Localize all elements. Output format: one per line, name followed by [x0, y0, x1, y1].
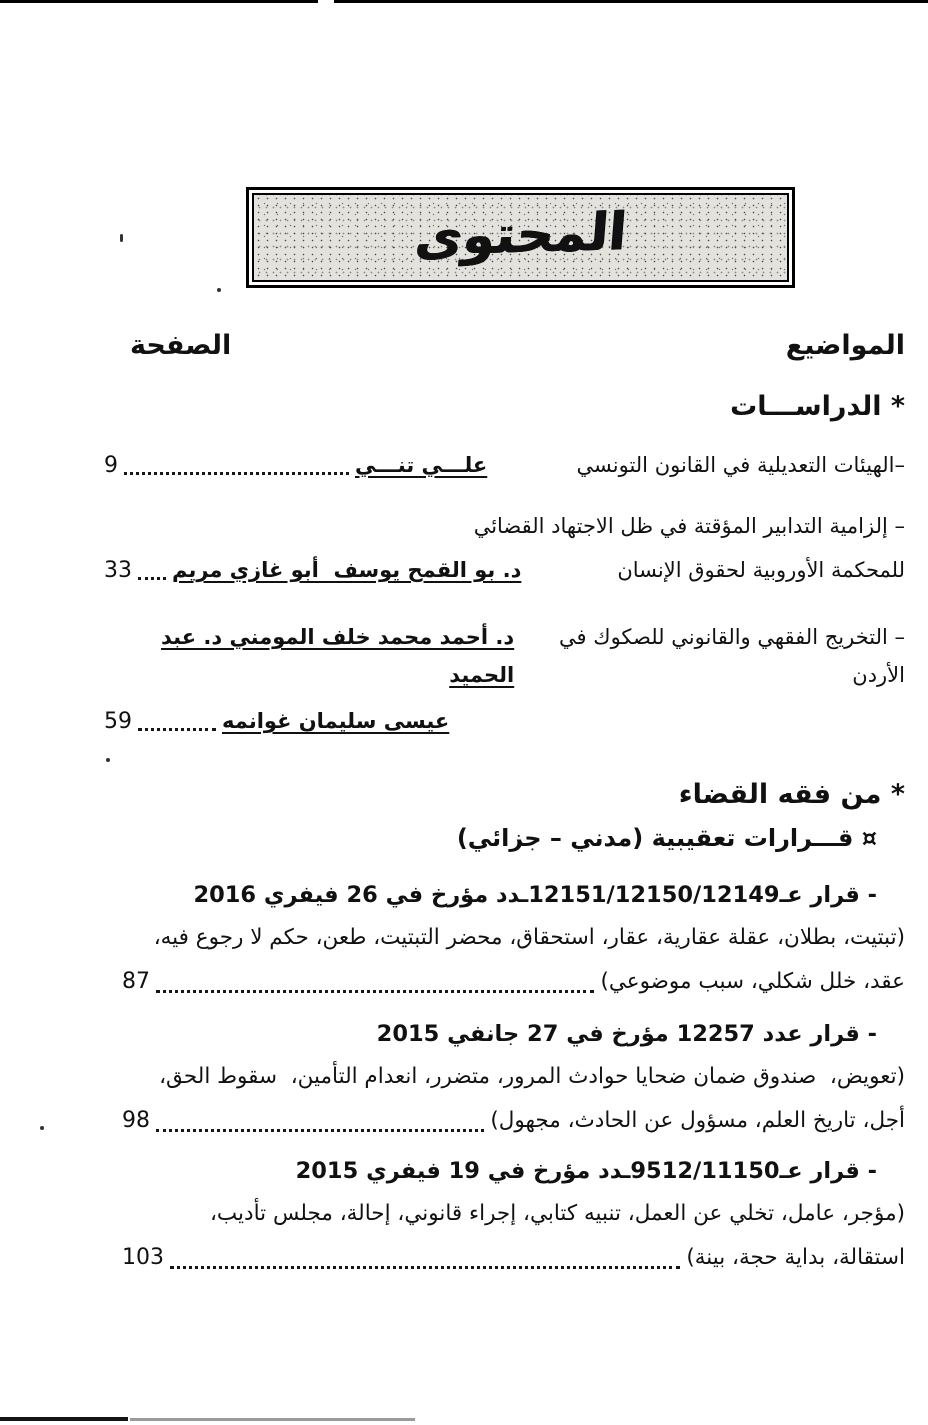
decision-keywords-continued [104, 1237, 905, 1279]
entry-author: د. أحمد محمد خلف المومني د. عبد الحميد [161, 625, 515, 687]
column-header-page: الصفحة [130, 330, 232, 361]
entry-title: للمحكمة الأوروبية لحقوق الإنسان [617, 558, 905, 582]
dot-leader [156, 1129, 484, 1132]
toc-entry [104, 618, 905, 694]
toc-title-box [246, 187, 795, 288]
entry-page-number: 33 [104, 558, 132, 583]
decision-keywords: (تعويض، صندوق ضمان ضحايا حوادث المرور، متضرر، انعدام التأمين، سقوط الحق، [159, 1064, 905, 1089]
entry-author: علـــي تنـــي [355, 453, 488, 477]
section-heading-case-law: * من فقه القضاء [678, 779, 905, 810]
entry-title: – إلزامية التدابير المؤقتة في ظل الاجتهاد القضائي [473, 514, 905, 538]
entry-page-number: 103 [122, 1245, 164, 1270]
decision-keywords: عقد، خلل شكلي، سبب موضوعي) [600, 969, 905, 994]
dot-leader [170, 1266, 680, 1269]
subsection-heading-cassation-decisions: ¤ قـــرارات تعقيبية (مدني – جزائي) [456, 824, 877, 852]
entry-page-number: 9 [104, 453, 118, 478]
decision-ref: - قرار عدد 12257 مؤرخ في 27 جانفي 2015 [376, 1021, 877, 1047]
entry-page-number: 59 [104, 709, 132, 734]
column-headers [104, 330, 905, 361]
entry-page-number: 98 [122, 1108, 150, 1133]
decision-keywords: (تبتيت، بطلان، عقلة عقارية، عقار، استحقاق، محضر التبتيت، طعن، حكم لا رجوع فيه، [153, 925, 905, 950]
dot-leader [138, 728, 216, 731]
toc-entry [104, 507, 905, 545]
toc-entry-continued [104, 702, 905, 741]
decision-ref: - قرار عـ12151/12150/12149ـدد مؤرخ في 26 فيفري 2016 [193, 882, 877, 908]
section-heading-studies: * الدراســـات [730, 391, 905, 422]
decision-entry [104, 876, 905, 1003]
decision-keywords: أجل، تاريخ العلم، مسؤول عن الحادث، مجهول) [490, 1108, 905, 1133]
entry-author: د. بو القمح يوسف أبو غازي مريم [172, 558, 522, 582]
decision-keywords: (مؤجر، عامل، تخلي عن العمل، تنبيه كتابي، إجراء قانوني، إحالة، مجلس تأديب، [209, 1201, 905, 1226]
toc-title-box-inner [252, 193, 789, 282]
column-header-topics: المواضيع [785, 330, 905, 361]
decision-keywords-continued [104, 961, 905, 1003]
entry-author: عيسى سليمان غوانمه [222, 709, 450, 733]
table-of-contents-page [104, 0, 905, 1279]
page-bottom-scan-line-dark [0, 1417, 128, 1421]
decision-keywords: استقالة، بداية حجة، بينة) [686, 1245, 905, 1270]
decision-entry [104, 1015, 905, 1142]
page-bottom-scan-line-gray [130, 1418, 415, 1421]
dot-leader [156, 990, 594, 993]
page-title: المحتوى [412, 201, 629, 268]
toc-entry [104, 446, 905, 485]
decision-ref: - قرار عـ9512/11150ـدد مؤرخ في 19 فيفري 2015 [295, 1158, 877, 1184]
toc-entry-continued [104, 551, 905, 590]
scan-speck [40, 1126, 44, 1130]
decision-entry [104, 1152, 905, 1279]
dot-leader [138, 577, 166, 580]
entry-page-number: 87 [122, 969, 150, 994]
entry-title: – التخريج الفقهي والقانوني للصكوك في الأردن [559, 625, 905, 687]
decision-keywords-continued [104, 1100, 905, 1142]
dot-leader [124, 472, 349, 475]
entry-title: –الهيئات التعديلية في القانون التونسي [576, 453, 905, 477]
